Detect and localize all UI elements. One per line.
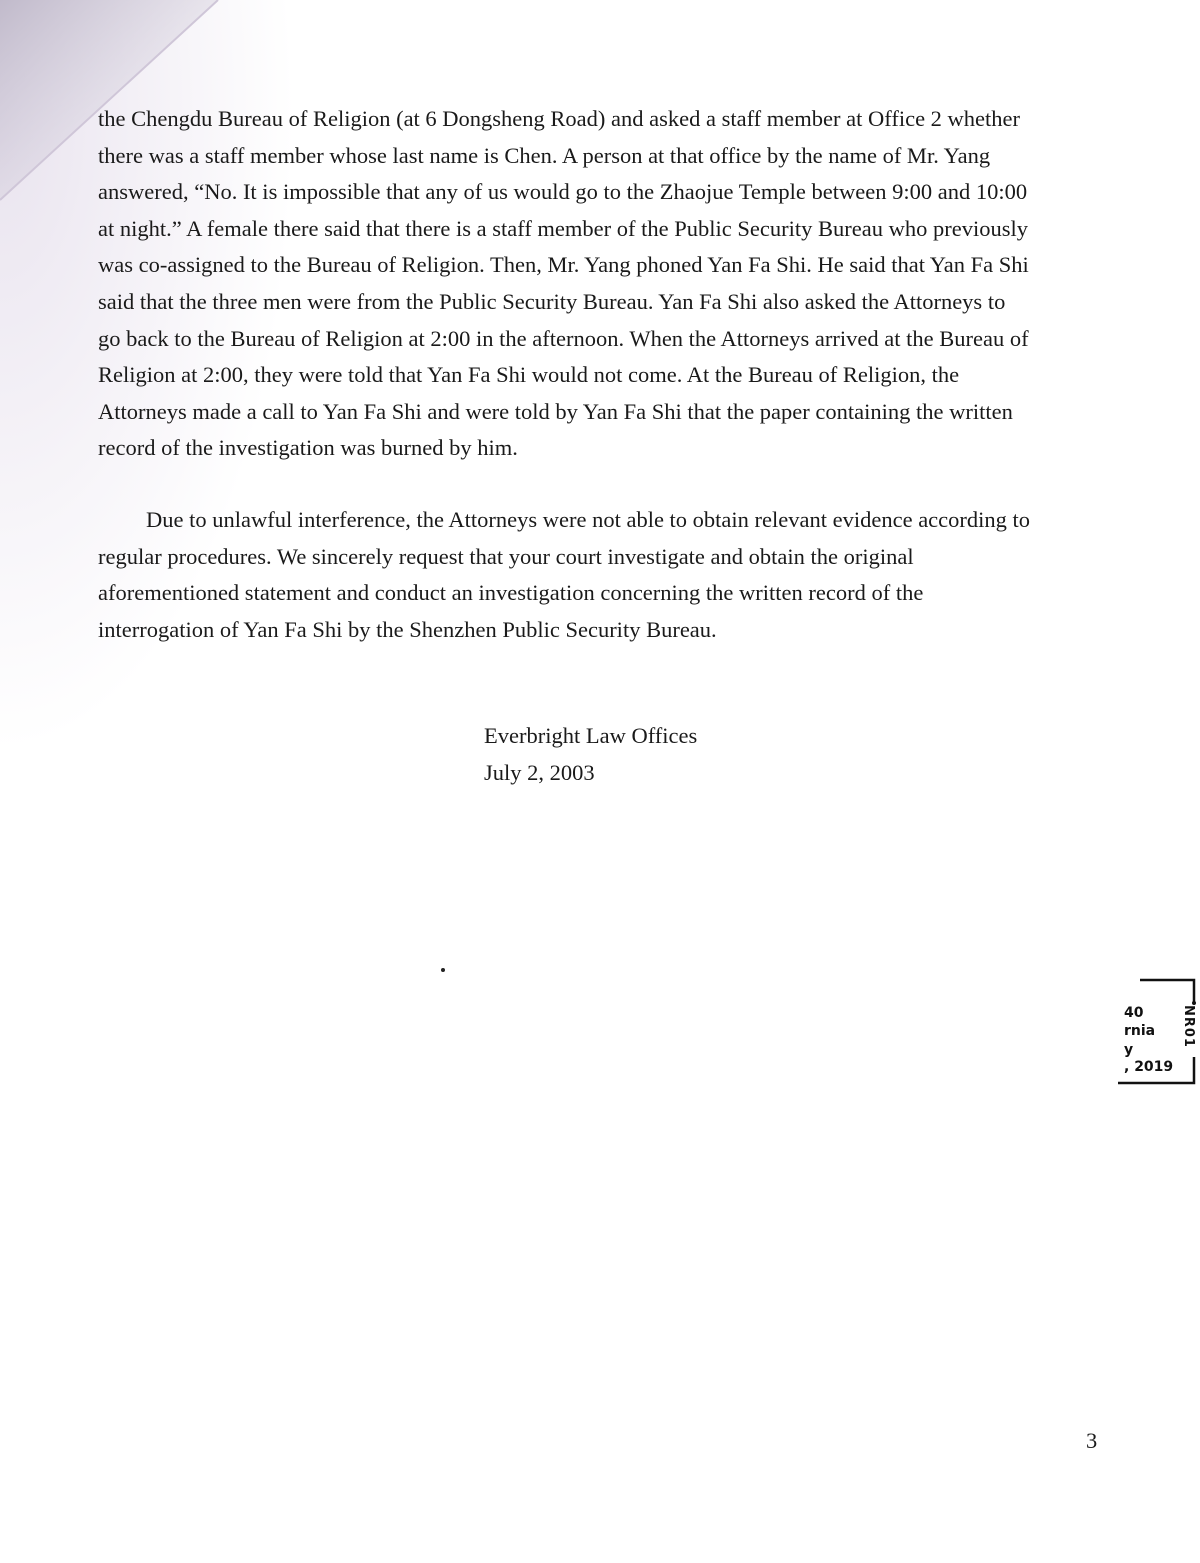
paragraph-line: regular procedures. We sincerely request that your court investigate and obtain the original bbox=[98, 543, 914, 569]
paragraph-line: Attorneys made a call to Yan Fa Shi and were told by Yan Fa Shi that the paper containing the written bbox=[98, 398, 1013, 424]
body-paragraph-2 bbox=[98, 502, 1108, 648]
paragraph-line: aforementioned statement and conduct an investigation concerning the written record of the bbox=[98, 580, 924, 606]
paragraph-line: there was a staff member whose last name is Chen. A person at that office by the name of Mr. Yang bbox=[98, 142, 991, 168]
stray-ink-dot bbox=[441, 968, 445, 972]
paragraph-line: go back to the Bureau of Religion at 2:00 in the afternoon. When the Attorneys arrived at the Bureau of bbox=[98, 325, 1029, 351]
paragraph-line: was co-assigned to the Bureau of Religion. Then, Mr. Yang phoned Yan Fa Shi. He said that Yan Fa Shi bbox=[98, 252, 1029, 278]
signature-date: July 2, 2003 bbox=[484, 759, 595, 785]
paragraph-line: answered, “No. It is impossible that any of us would go to the Zhaojue Temple between 9:00 and 10:00 bbox=[98, 179, 1028, 205]
page-number: 3 bbox=[1086, 1428, 1098, 1453]
paragraph-line: at night.” A female there said that there is a staff member of the Public Security Bureau who previously bbox=[98, 215, 1028, 241]
paragraph-line: interrogation of Yan Fa Shi by the Shenzhen Public Security Bureau. bbox=[98, 616, 717, 642]
stamp-line: 40 bbox=[1124, 1005, 1144, 1021]
stamp-line: , 2019 bbox=[1124, 1059, 1174, 1075]
paragraph-line: the Chengdu Bureau of Religion (at 6 Dongsheng Road) and asked a staff member at Office 2 whether bbox=[98, 106, 1021, 131]
paragraph-line: said that the three men were from the Public Security Bureau. Yan Fa Shi also asked the Attorneys to bbox=[98, 288, 1006, 314]
signature-block bbox=[484, 718, 697, 791]
signature-organization: Everbright Law Offices bbox=[484, 723, 698, 748]
paragraph-line: Due to unlawful interference, the Attorneys were not able to obtain relevant evidence according to bbox=[146, 507, 1031, 532]
stamp-line: rnia bbox=[1124, 1023, 1156, 1039]
stamp-vertical-code: NR01 bbox=[1181, 1005, 1196, 1048]
paragraph-line: record of the investigation was burned by him. bbox=[98, 435, 518, 461]
paragraph-line: Religion at 2:00, they were told that Yan Fa Shi would not come. At the Bureau of Religion, the bbox=[98, 362, 960, 388]
body-paragraph-1 bbox=[98, 101, 1108, 467]
court-stamp bbox=[1118, 975, 1200, 1085]
stamp-line: y bbox=[1124, 1042, 1134, 1058]
